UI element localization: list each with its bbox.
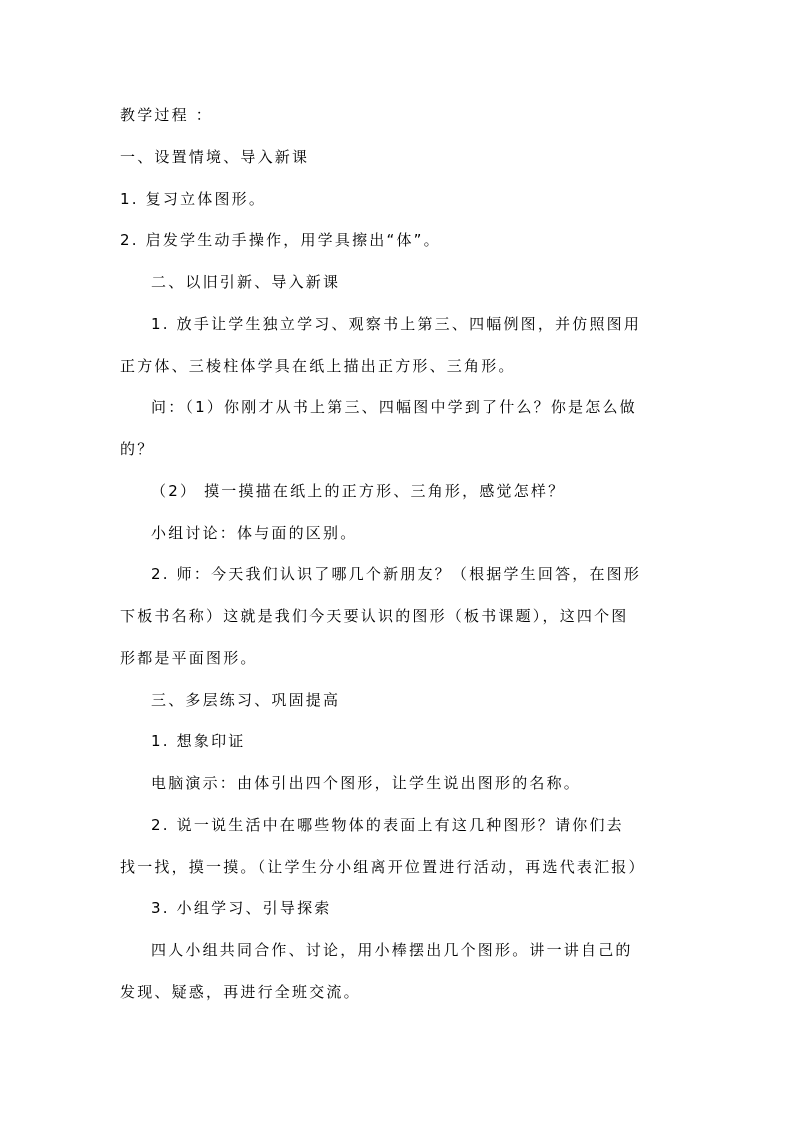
paragraph-line: 发现、疑惑，再进行全班交流。: [120, 983, 361, 1001]
paragraph-line: 2. 说一说生活中在哪些物体的表面上有这几种图形？请你们去: [151, 816, 624, 834]
paragraph-line: 四人小组共同合作、讨论，用小棒摆出几个图形。讲一讲自己的: [151, 941, 633, 959]
section-title-3: 三、多层练习、巩固提高: [151, 691, 341, 709]
paragraph-line: 问：（1）你刚才从书上第三、四幅图中学到了什么？你是怎么做: [151, 398, 637, 416]
paragraph-line: 3. 小组学习、引导探索: [151, 899, 332, 917]
heading-teaching-process: 教学过程 ：: [120, 106, 213, 124]
section-title-2: 二、以旧引新、导入新课: [151, 273, 341, 291]
paragraph-line: 找一找，摸一摸。（让学生分小组离开位置进行活动，再选代表汇报）: [120, 858, 646, 876]
paragraph-line: （2） 摸一摸描在纸上的正方形、三角形，感觉怎样？: [151, 482, 566, 500]
paragraph-line: 2. 启发学生动手操作，用学具擦出“体”。: [120, 231, 441, 249]
paragraph-line: 形都是平面图形。: [120, 649, 258, 667]
section-title-1: 一、设置情境、导入新课: [120, 148, 310, 166]
paragraph-line: 1. 想象印证: [151, 732, 246, 750]
paragraph-line: 电脑演示：由体引出四个图形，让学生说出图形的名称。: [151, 774, 582, 792]
paragraph-line: 小组讨论：体与面的区别。: [151, 524, 358, 542]
paragraph-line: 正方体、三棱柱体学具在纸上描出正方形、三角形。: [120, 357, 516, 375]
paragraph-line: 下板书名称）这就是我们今天要认识的图形（板书课题），这四个图: [120, 607, 629, 625]
paragraph-line: 2. 师：今天我们认识了哪几个新朋友？（根据学生回答，在图形: [151, 565, 642, 583]
paragraph-line: 的？: [120, 440, 155, 458]
paragraph-line: 1. 放手让学生独立学习、观察书上第三、四幅例图，并仿照图用: [151, 315, 642, 333]
paragraph-line: 1. 复习立体图形。: [120, 190, 267, 208]
